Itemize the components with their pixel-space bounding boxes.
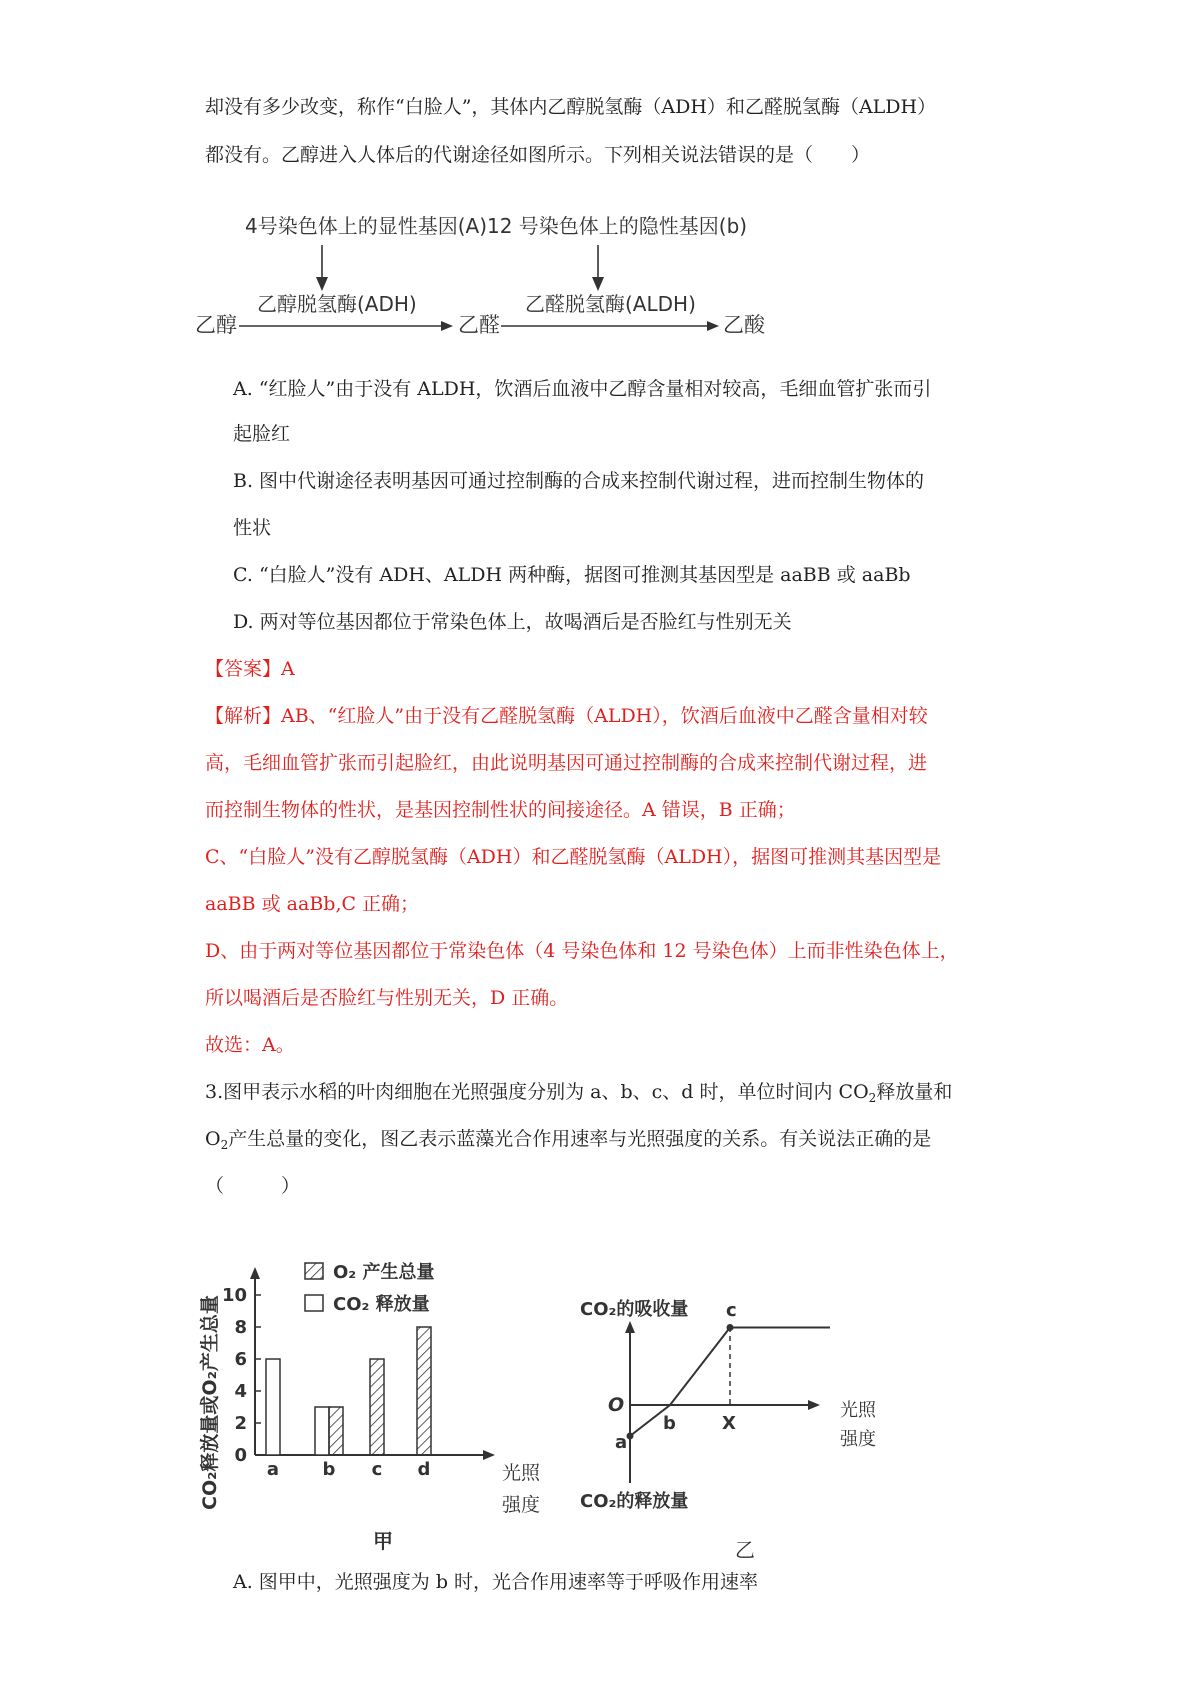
- bar-co2-b: [315, 1407, 329, 1455]
- substance1-label: 乙醇: [195, 313, 237, 337]
- jia-title: 甲: [373, 1529, 393, 1553]
- arrowhead-gene-b: [592, 277, 604, 291]
- arrowhead-gene-a: [316, 277, 328, 291]
- gene-a-label: 4号染色体上的显性基因(A): [245, 214, 488, 238]
- bar-o2-d: [417, 1327, 431, 1455]
- jia-xlabel-part2: 强度: [502, 1494, 541, 1516]
- legend-label-co2: CO₂ 释放量: [333, 1294, 430, 1315]
- q2-analysis-line2: 高，毛细血管扩张而引起脸红，由此说明基因可通过控制酶的合成来控制代谢过程，进: [205, 752, 928, 774]
- enzyme2-label: 乙醛脱氢酶(ALDH): [525, 292, 696, 316]
- yi-origin-label: O: [608, 1394, 625, 1416]
- q3-option-a: A. 图甲中，光照强度为 b 时，光合作用速率等于呼吸作用速率: [233, 1571, 759, 1593]
- jia-y-arrowhead: [250, 1267, 260, 1279]
- q2-analysis-line5: aaBB 或 aaBb,C 正确；: [205, 893, 420, 915]
- q2-answer: 【答案】A: [205, 658, 295, 680]
- q2-analysis-line6: D、由于两对等位基因都位于常染色体（4 号染色体和 12 号染色体）上而非性染色体上，: [205, 940, 959, 962]
- yi-point-label-x: X: [722, 1413, 736, 1434]
- q2-option-b-line2: 性状: [233, 517, 272, 539]
- jia-ytick-label: 2: [234, 1413, 247, 1434]
- yi-point-label-a: a: [615, 1432, 628, 1453]
- q3-stem-line2: $O_2$产生总量的变化，图乙表示蓝藻光合作用速率与光照强度的关系。有关说法正确的是: [205, 1128, 932, 1152]
- q2-analysis-line7: 所以喝酒后是否脸红与性别无关，D 正确。: [205, 987, 569, 1009]
- legend-swatch-o2: [305, 1263, 323, 1279]
- yi-x-arrowhead: [808, 1400, 820, 1410]
- legend-swatch-co2: [305, 1295, 323, 1311]
- jia-category-label-c: c: [371, 1459, 383, 1480]
- yi-title: 乙: [735, 1538, 755, 1560]
- q3-stem-line1: 3.图甲表示水稻的叶肉细胞在光照强度分别为 a、b、c、d 时，单位时间内 $CO_2$释放量和: [205, 1081, 953, 1105]
- yi-xlabel-part2: 强度: [840, 1429, 876, 1450]
- substance2-label: 乙醛: [458, 313, 500, 337]
- jia-ytick-label: 10: [221, 1285, 247, 1306]
- jia-category-label-a: a: [266, 1459, 280, 1480]
- reaction-arrowhead-1: [441, 321, 453, 331]
- q2-option-a-line1: A. “红脸人”由于没有 ALDH，饮酒后血液中乙醇含量相对较高，毛细血管扩张而引: [233, 378, 932, 400]
- substance3-label: 乙酸: [723, 313, 765, 337]
- jia-category-label-b: b: [322, 1459, 336, 1480]
- q2-analysis-line1: 【解析】AB、“红脸人”由于没有乙醛脱氢酶（ALDH），饮酒后血液中乙醛含量相对较: [205, 705, 928, 727]
- q2-option-b-line1: B. 图中代谢途径表明基因可通过控制酶的合成来控制代谢过程，进而控制生物体的: [233, 470, 925, 492]
- jia-x-arrowhead: [483, 1450, 495, 1460]
- metabolic-pathway-diagram: [195, 205, 845, 365]
- yi-point-label-c: c: [726, 1300, 737, 1321]
- yi-ylabel-top: CO₂的吸收量: [580, 1299, 689, 1320]
- enzyme1-label: 乙醇脱氢酶(ADH): [257, 292, 417, 316]
- gene-b-label: 12 号染色体上的隐性基因(b): [487, 214, 748, 238]
- q2-analysis-line3: 而控制生物体的性状，是基因控制性状的间接途径。A 错误，B 正确；: [205, 799, 796, 821]
- bar-o2-b: [329, 1407, 343, 1455]
- jia-ytick-label: 4: [234, 1381, 247, 1402]
- q2-stem-line1: 却没有多少改变，称作“白脸人”，其体内乙醇脱氢酶（ADH）和乙醛脱氢酶（ALDH）: [205, 96, 937, 118]
- q3-stem-line3: （ ）: [205, 1175, 301, 1197]
- chart-yi: [570, 1295, 910, 1560]
- jia-ylabel: CO₂释放量或O₂产生总量: [199, 1295, 221, 1510]
- bar-co2-a: [266, 1359, 280, 1455]
- yi-point-a: [627, 1433, 634, 1440]
- jia-xlabel-part1: 光照: [502, 1462, 541, 1484]
- jia-category-label-d: d: [417, 1459, 431, 1480]
- q2-option-d: D. 两对等位基因都位于常染色体上，故喝酒后是否脸红与性别无关: [233, 611, 792, 633]
- reaction-arrowhead-2: [707, 321, 719, 331]
- bar-o2-c: [370, 1359, 384, 1455]
- yi-y-arrowhead: [625, 1321, 635, 1333]
- legend-label-o2: O₂ 产生总量: [333, 1262, 435, 1283]
- jia-ytick-label: 6: [234, 1349, 247, 1370]
- q2-option-c: C. “白脸人”没有 ADH、ALDH 两种酶，据图可推测其基因型是 aaBB 或 aaBb: [233, 564, 911, 586]
- q2-option-a-line2: 起脸红: [233, 423, 291, 445]
- jia-ytick-label: 8: [234, 1317, 247, 1338]
- yi-point-label-b: b: [663, 1413, 676, 1434]
- q2-analysis-line4: C、“白脸人”没有乙醇脱氢酶（ADH）和乙醛脱氢酶（ALDH），据图可推测其基因型是: [205, 846, 942, 868]
- yi-ylabel-bottom: CO₂的释放量: [580, 1491, 689, 1512]
- q2-analysis-line8: 故选：A。: [205, 1034, 295, 1056]
- q2-stem-line2: 都没有。乙醇进入人体后的代谢途径如图所示。下列相关说法错误的是（ ）: [205, 144, 871, 166]
- yi-xlabel-part1: 光照: [840, 1400, 876, 1421]
- jia-ytick-label: 0: [234, 1445, 247, 1466]
- chart-jia: [195, 1255, 565, 1555]
